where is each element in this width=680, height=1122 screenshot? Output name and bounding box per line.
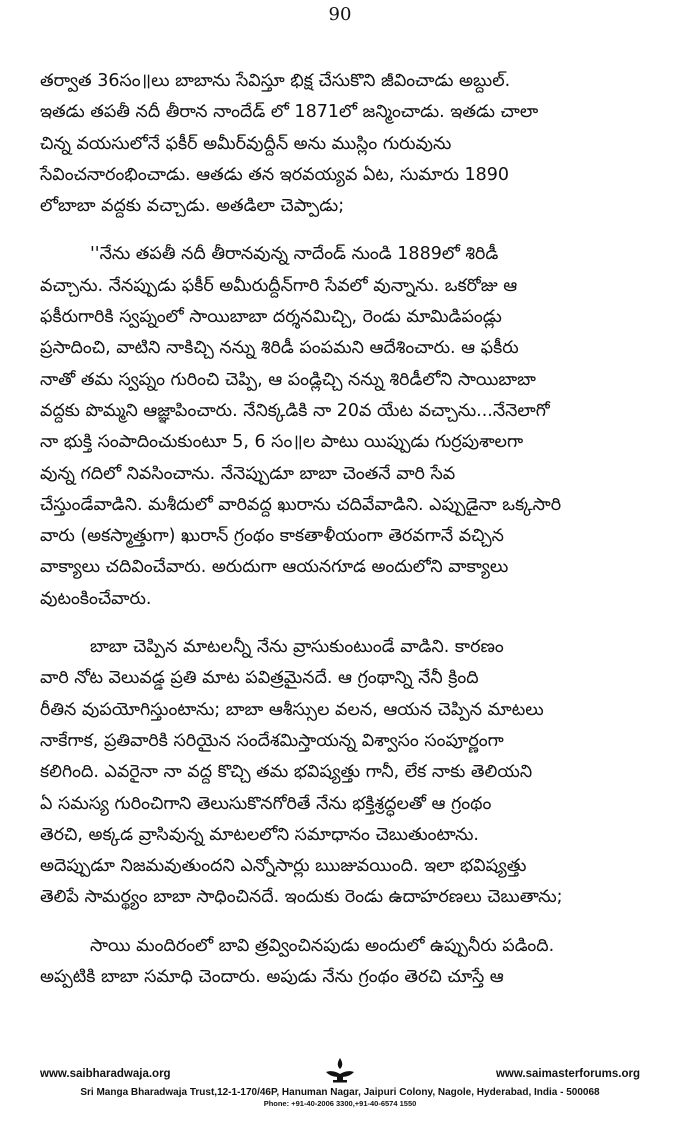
body-text — [40, 66, 640, 1010]
paragraph-4: సాయి మందిరంలో బావి త్రవ్వించినపుడు అందులో ఉప్పునీరు పడింది. అప్పటికి బాబా సమాధి చెందారు. అపుడు నేను గ్రంథం తెరచి చూస్తే ఆ — [40, 935, 555, 988]
footer-phone: Phone: +91-40-2006 3300,+91-40-6574 1550 — [263, 1099, 417, 1108]
footer-website-left-link[interactable]: www.saibharadwaja.org — [40, 1068, 171, 1080]
lamp-emblem-icon — [320, 1056, 360, 1084]
paragraph-2: ''నేను తపతీ నదీ తీరానవున్న నాదేండ్ నుండి 1889లో శిరిడీ వచ్చాను. నేనప్పుడు ఫకీర్ అమీరుద్దీన్‌గారి సేవలో వున్నాను. ఒకరోజు ఆ ఫకీరుగారికి స్వప్నంలో సాయిబాబా దర్శనమిచ్చి, రెండు మామిడిపండ్లు ప్రసాదించి, వాటిని నాకిచ్చి నన్ను శిరిడీ పంపమని ఆదేశించారు. ఆ ఫకీరు నాతో తమ స్వప్నం గురించి చెప్పి, ఆ పండ్లిచ్చి నన్ను శిరిడీలోని సాయిబాబా వద్దకు పొమ్మని ఆజ్ఞాపించారు. నేనిక్కడికి నా 20వ యేట వచ్చాను...నేనెలాగో నా భుక్తి సంపాదించుకుంటూ 5, 6 సం॥ల పాటు యిప్పుడు గుర్రపుశాలగా వున్న గదిలో నివసించాను. నేనెప్పుడూ బాబా చెంతనే వారి సేవ చేస్తుండేవాడిని. మశీదులో వారివద్ద ఖురాను చదివేవాడిని. ఎప్పుడైనా ఒక్కసారి వారు (అకస్మాత్తుగా) ఖురాన్ గ్రంథం కాకతాళీయంగా తెరవగానే వచ్చిన వాక్యాలు చదివించేవారు. అరుదుగా ఆయనగూడ అందులోని వాక్యాలు వుటంకించేవారు. — [40, 244, 562, 609]
paragraph-3: బాబా చెప్పిన మాటలన్నీ నేను వ్రాసుకుంటుండే వాడిని. కారణం వారి నోట వెలువడ్డ ప్రతి మాట పవిత్రమైనదే. ఆ గ్రంథాన్ని నేనీ క్రింది రీతిన వుపయోగిస్తుంటాను; బాబా ఆశీస్సుల వలన, ఆయన చెప్పిన మాటలు నాకేగాక, ప్రతివారికి సరియైన సందేశమిస్తాయన్న విశ్వాసం సంపూర్ణంగా కలిగింది. ఎవరైనా నా వద్ద కొచ్చి తమ భవిష్యత్తు గానీ, లేక నాకు తెలియని ఏ సమస్య గురించిగాని తెలుసుకొనగోరితే నేను భక్తిశ్రద్ధలతో ఆ గ్రంథం తెరచి, అక్కడ వ్రాసివున్న మాటలలోని సమాధానం చెబుతుంటాను. అదెప్పుడూ నిజమవుతుందని ఎన్నోసార్లు ఋజువయింది. ఇలా భవిష్యత్తు తెలిపే సామర్థ్యం బాబా సాధించినదే. ఇందుకు రెండు ఉదాహరణలు చెబుతాను; — [40, 637, 563, 908]
footer — [0, 1068, 680, 1122]
footer-trust-address: Sri Manga Bharadwaja Trust,12-1-170/46P, Hanuman Nagar, Jaipuri Colony, Nagole, Hyderabad, India - 500068 — [80, 1087, 600, 1098]
page-number: 90 — [328, 4, 352, 25]
footer-website-right-link[interactable]: www.saimasterforums.org — [495, 1068, 640, 1080]
paragraph-1: తర్వాత 36సం॥లు బాబాను సేవిస్తూ భిక్ష చేసుకొని జీవించాడు అబ్దుల్. ఇతడు తపతీ నదీ తీరాన నాందేడ్ లో 1871లో జన్మించాడు. ఇతడు చాలా చిన్న వయసులోనే ఫకీర్ అమీర్‌వుద్దీన్ అను ముస్లిం గురువును సేవించనారంభించాడు. ఆతడు తన ఇరవయ్యవ ఏట, సుమారు 1890 లోబాబా వద్దకు వచ్చాడు. అతడిలా చెప్పాడు; — [40, 71, 539, 217]
